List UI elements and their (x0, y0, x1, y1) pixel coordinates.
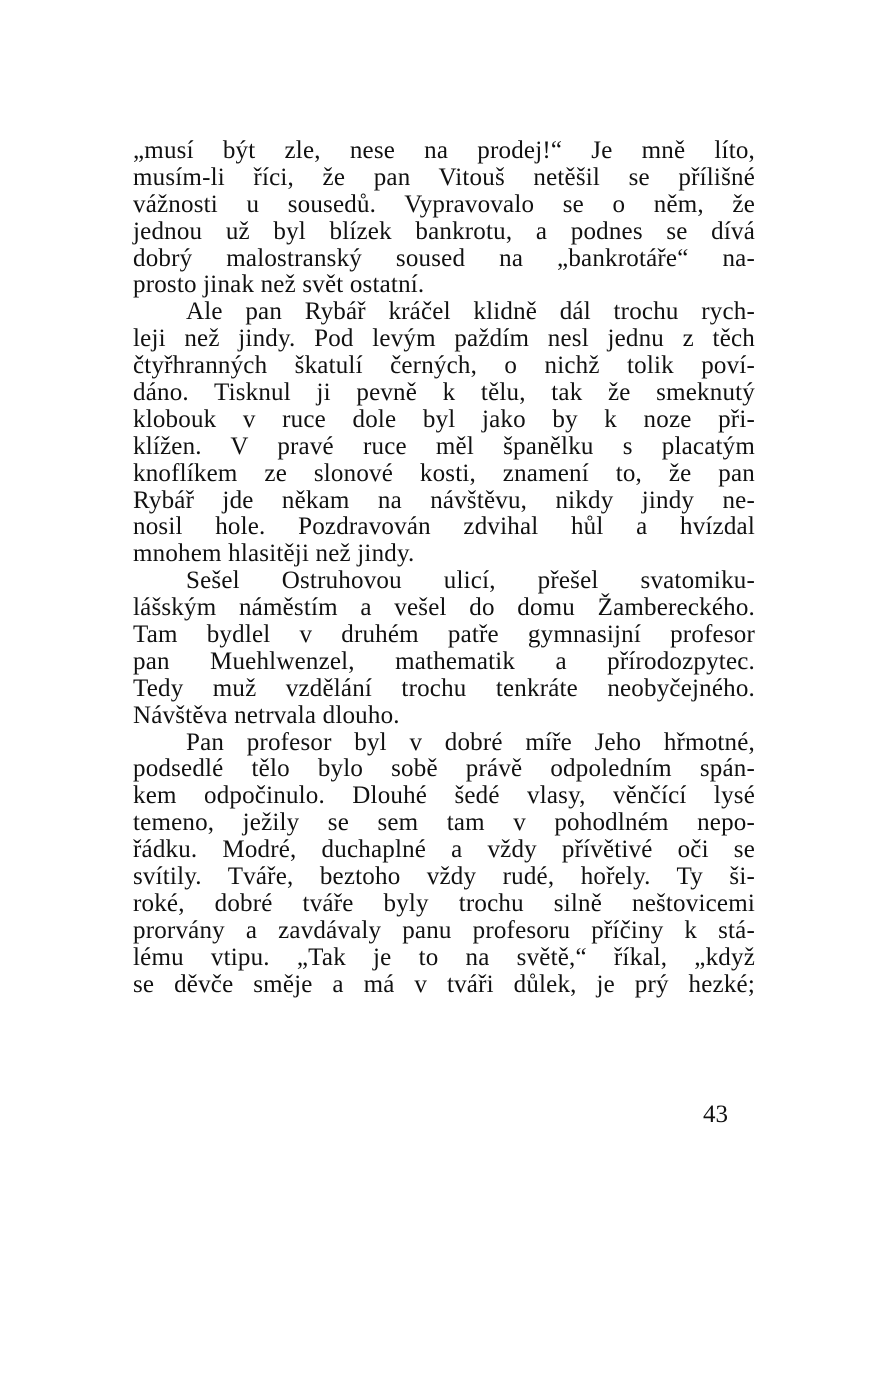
text-line: řádku. Modré, duchaplné a vždy přívětivé oči se (133, 836, 755, 864)
text-line: vážnosti u sousedů. Vypravovalo se o něm, že (133, 190, 755, 218)
text-line: jednou už byl blízek bankrotu, a podnes se dívá (133, 217, 755, 245)
page-number: 43 (703, 1101, 728, 1128)
book-page-text (133, 138, 755, 999)
text-line: klížen. V pravé ruce měl španělku s placatým (133, 432, 755, 460)
text-line: lášským náměstím a vešel do domu Žambereckého. (133, 594, 755, 622)
text-line: čtyřhranných škatulí černých, o nichž tolik poví- (133, 352, 755, 380)
text-line: podsedlé tělo bylo sobě právě odpoledním spán- (133, 755, 755, 783)
text-line: Ale pan Rybář kráčel klidně dál trochu rych- (186, 298, 755, 326)
text-line: svítily. Tváře, beztoho vždy rudé, hořely. Ty ši- (133, 863, 755, 891)
text-line: prosto jinak než svět ostatní. (133, 271, 425, 299)
text-line: knoflíkem ze slonové kosti, znamení to, že pan (133, 459, 755, 487)
text-line: Pan profesor byl v dobré míře Jeho hřmotné, (186, 728, 755, 756)
text-line: kem odpočinulo. Dlouhé šedé vlasy, věnčící lysé (133, 782, 755, 810)
text-line: temeno, ježily se sem tam v pohodlném nepo- (133, 809, 755, 837)
text-line: lému vtipu. „Tak je to na světě,“ říkal, „když (133, 943, 755, 971)
text-line: mnohem hlasitěji než jindy. (133, 540, 415, 568)
text-line: leji než jindy. Pod levým paždím nesl jednu z těch (133, 325, 755, 353)
text-line: „musí být zle, nese na prodej!“ Je mně líto, (133, 137, 755, 164)
text-line: roké, dobré tváře byly trochu silně neštovicemi (133, 889, 755, 917)
text-line: dáno. Tisknul ji pevně k tělu, tak že smeknutý (133, 379, 755, 407)
text-line: pan Muehlwenzel, mathematik a přírodozpytec. (133, 647, 755, 675)
text-line: nosil hole. Pozdravován zdvihal hůl a hvízdal (133, 513, 755, 541)
text-line: Rybář jde někam na návštěvu, nikdy jindy ne- (133, 486, 755, 514)
text-line: klobouk v ruce dole byl jako by k noze při- (133, 405, 755, 433)
text-line: dobrý malostranský soused na „bankrotáře“ na- (133, 244, 755, 272)
text-line: Návštěva netrvala dlouho. (133, 701, 400, 729)
text-line: prorvány a zavdávaly panu profesoru příčiny k stá- (133, 916, 755, 944)
text-line: Sešel Ostruhovou ulicí, přešel svatomiku- (186, 567, 755, 595)
text-line: musím-li říci, že pan Vitouš netěšil se přílišné (133, 163, 755, 191)
text-line: Tedy muž vzdělání trochu tenkráte neobyčejného. (133, 674, 755, 702)
text-line: se děvče směje a má v tváři důlek, je prý hezké; (133, 970, 755, 998)
text-line: Tam bydlel v druhém patře gymnasijní profesor (133, 621, 755, 649)
